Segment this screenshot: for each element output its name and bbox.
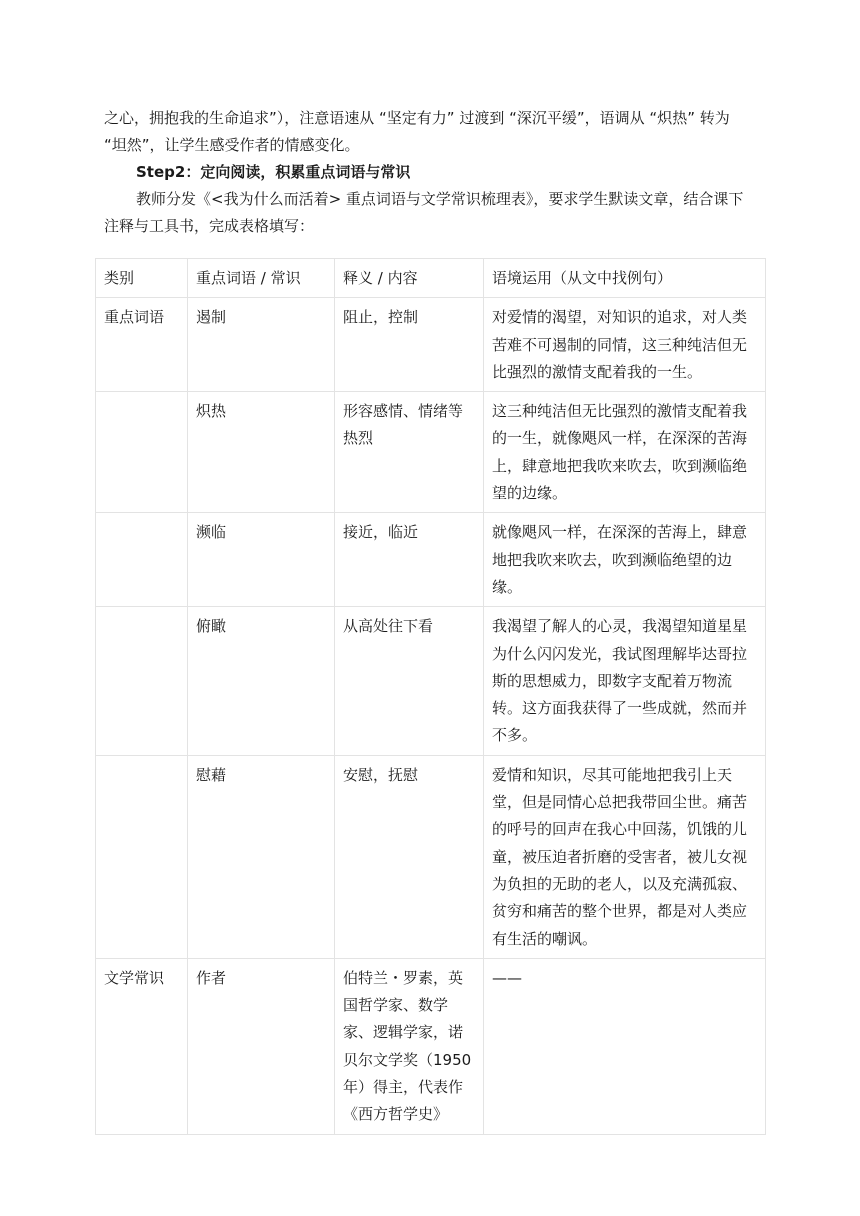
term-cell: 慰藉 <box>188 755 335 958</box>
meaning-cell: 接近，临近 <box>335 513 484 607</box>
term-cell: 炽热 <box>188 392 335 513</box>
example-cell: —— <box>484 958 766 1134</box>
meaning-cell: 安慰，抚慰 <box>335 755 484 958</box>
vocabulary-table <box>95 258 766 1135</box>
table-row <box>96 513 766 607</box>
category-cell <box>96 755 188 958</box>
term-cell: 濒临 <box>188 513 335 607</box>
example-cell: 就像飓风一样，在深深的苦海上，肆意地把我吹来吹去，吹到濒临绝望的边缘。 <box>484 513 766 607</box>
term-cell: 遏制 <box>188 298 335 392</box>
table-row <box>96 607 766 755</box>
header-example: 语境运用（从文中找例句） <box>484 259 766 298</box>
example-cell: 爱情和知识，尽其可能地把我引上天堂，但是同情心总把我带回尘世。痛苦的呼号的回声在我心中回荡，饥饿的儿童，被压迫者折磨的受害者，被儿女视为负担的无助的老人，以及充满孤寂、贫穷和痛苦的整个世界，都是对人类应有生活的嘲讽。 <box>484 755 766 958</box>
meaning-cell: 阻止，控制 <box>335 298 484 392</box>
step2-heading: Step2：定向阅读，积累重点词语与常识 <box>136 163 411 181</box>
header-term: 重点词语 / 常识 <box>188 259 335 298</box>
example-cell: 对爱情的渴望，对知识的追求，对人类苦难不可遏制的同情，这三种纯洁但无比强烈的激情支配着我的一生。 <box>484 298 766 392</box>
meaning-cell: 形容感情、情绪等热烈 <box>335 392 484 513</box>
instruction-paragraph: 教师分发《<我为什么而活着> 重点词语与文学常识梳理表》，要求学生默读文章，结合课下注释与工具书，完成表格填写： <box>104 190 744 235</box>
category-cell <box>96 513 188 607</box>
example-cell: 我渴望了解人的心灵，我渴望知道星星为什么闪闪发光，我试图理解毕达哥拉斯的思想威力，即数字支配着万物流转。这方面我获得了一些成就，然而并不多。 <box>484 607 766 755</box>
table-row <box>96 298 766 392</box>
example-cell: 这三种纯洁但无比强烈的激情支配着我的一生，就像飓风一样，在深深的苦海上，肆意地把我吹来吹去，吹到濒临绝望的边缘。 <box>484 392 766 513</box>
meaning-cell: 伯特兰・罗素，英国哲学家、数学家、逻辑学家，诺贝尔文学奖（1950年）得主，代表作《西方哲学史》 <box>335 958 484 1134</box>
category-cell: 重点词语 <box>96 298 188 392</box>
table-row <box>96 958 766 1134</box>
header-meaning: 释义 / 内容 <box>335 259 484 298</box>
table-row <box>96 755 766 958</box>
header-category: 类别 <box>96 259 188 298</box>
category-cell: 文学常识 <box>96 958 188 1134</box>
category-cell <box>96 607 188 755</box>
table-header-row <box>96 259 766 298</box>
category-cell <box>96 392 188 513</box>
meaning-cell: 从高处往下看 <box>335 607 484 755</box>
term-cell: 俯瞰 <box>188 607 335 755</box>
intro-paragraph: 之心，拥抱我的生命追求”），注意语速从 “坚定有力” 过渡到 “深沉平缓”，语调从 “炽热” 转为 “坦然”，让学生感受作者的情感变化。 <box>104 109 730 154</box>
table-row <box>96 392 766 513</box>
term-cell: 作者 <box>188 958 335 1134</box>
